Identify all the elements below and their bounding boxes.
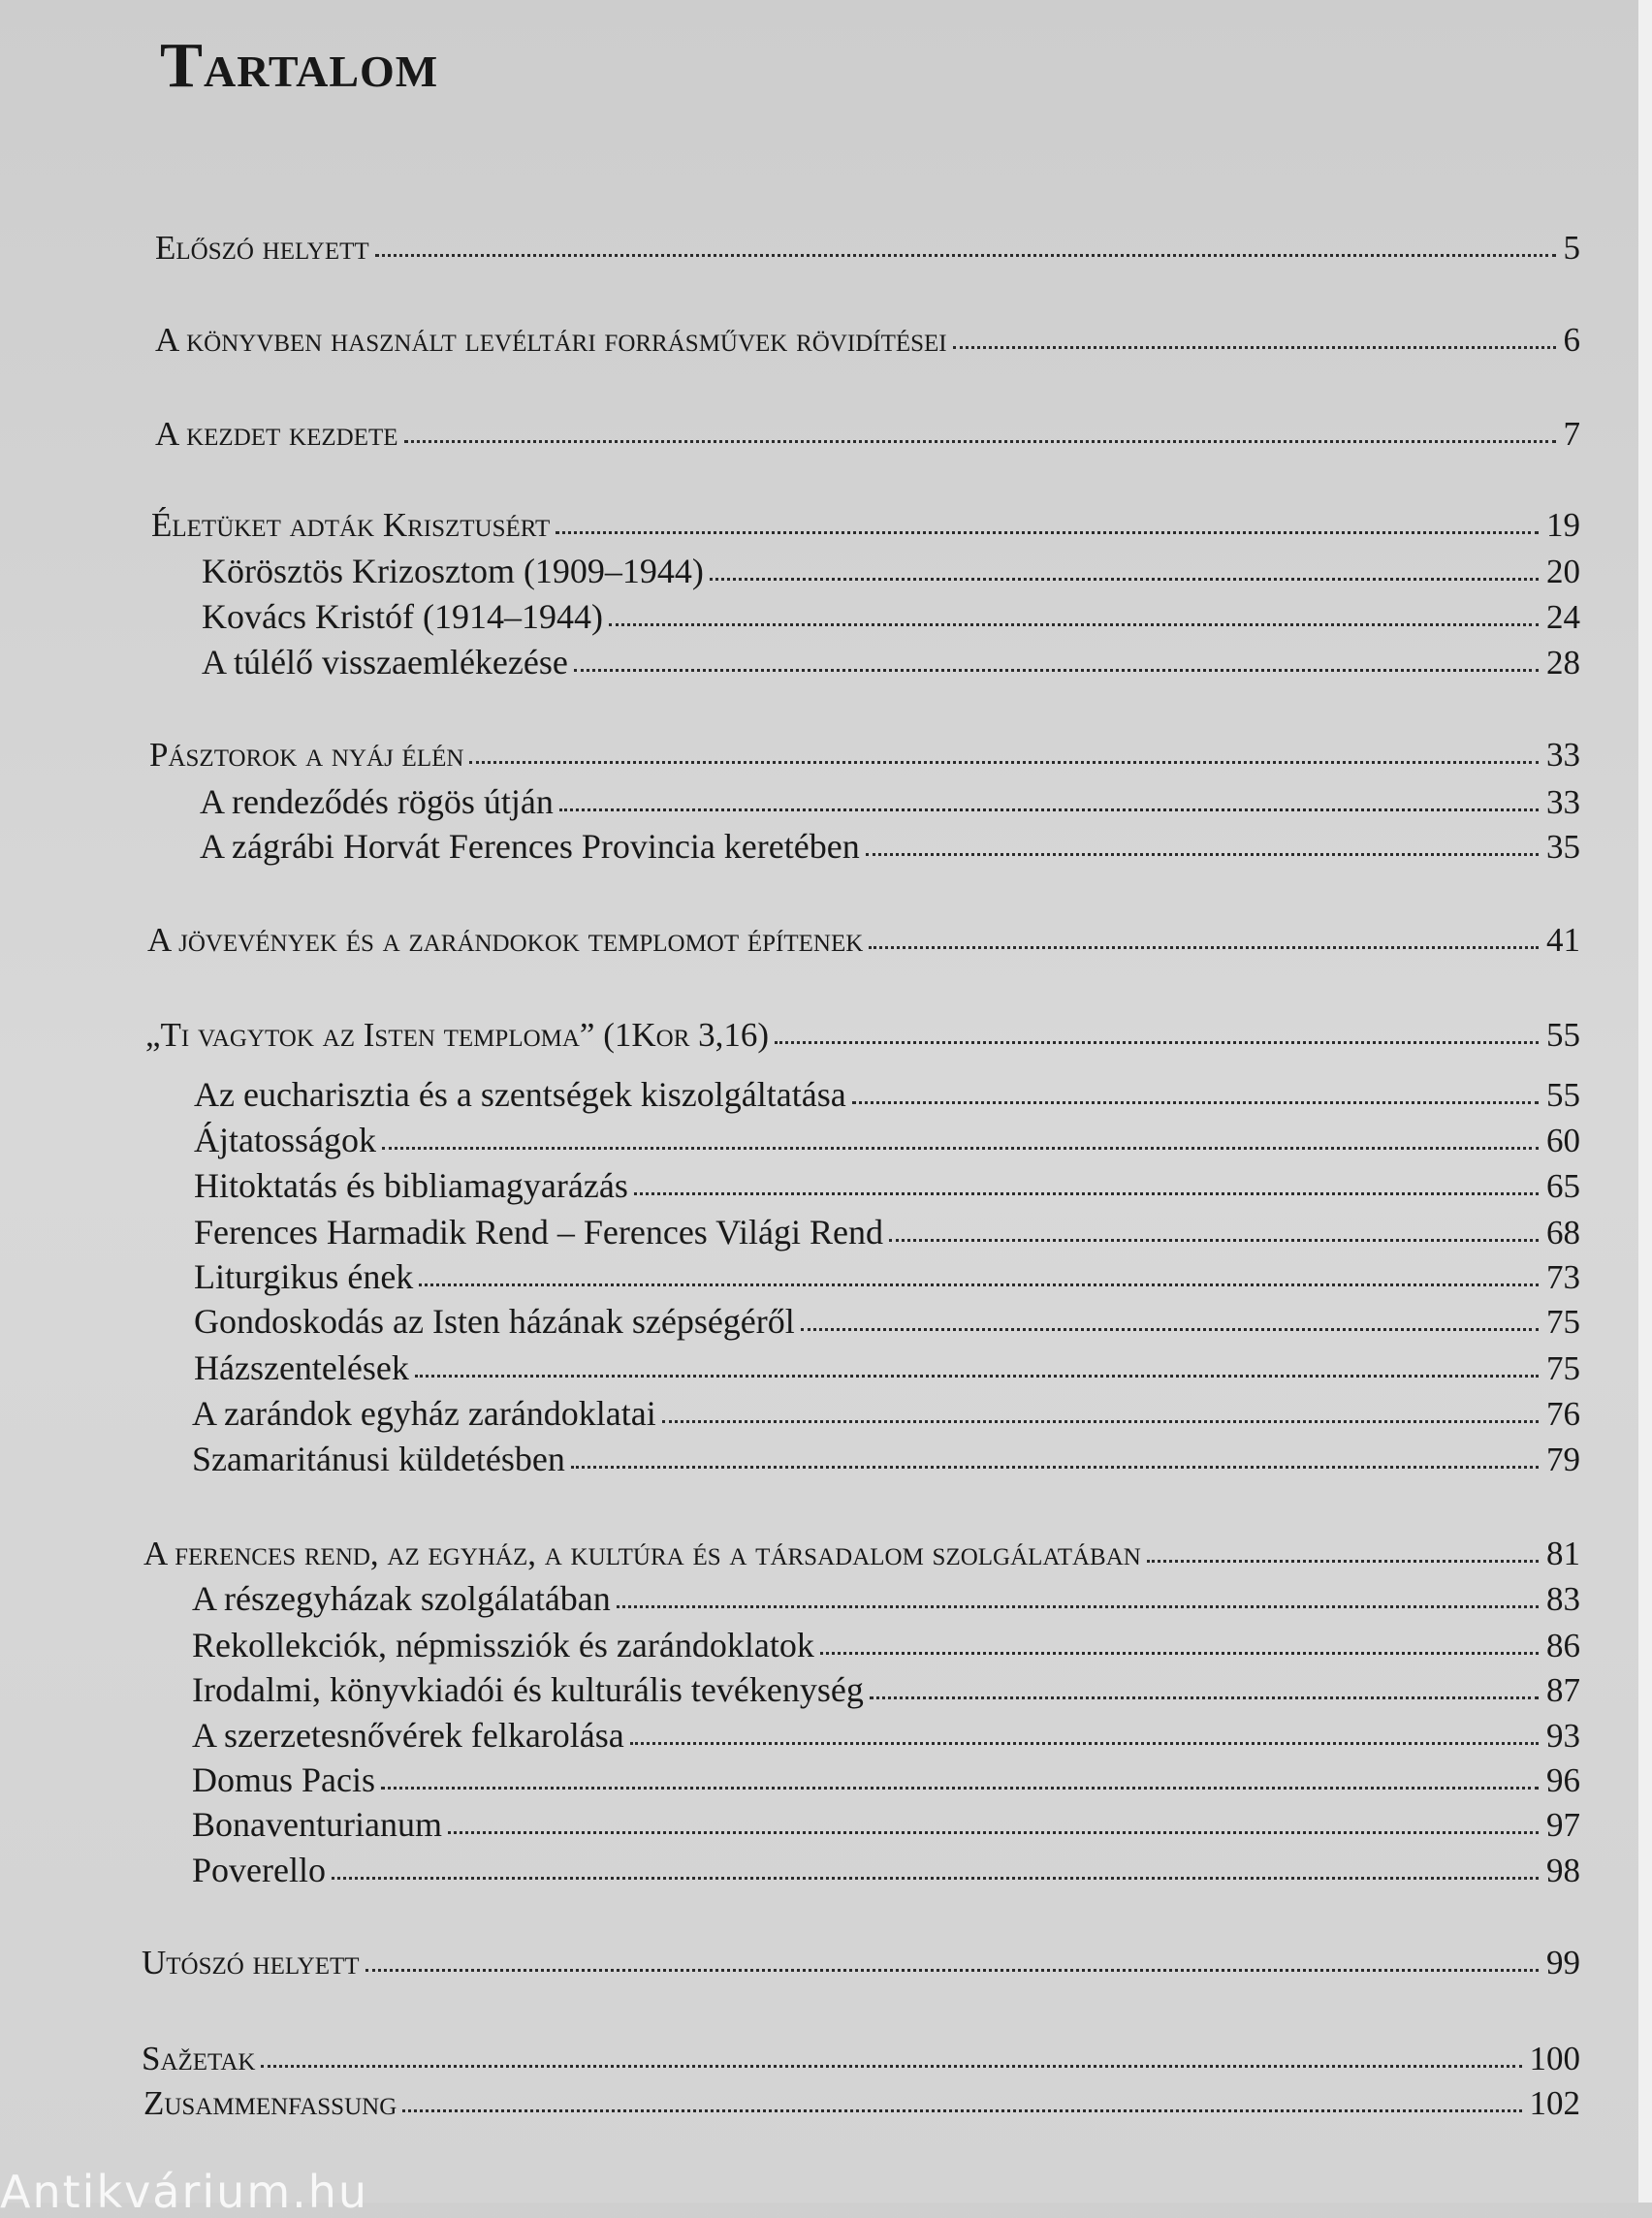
toc-entry-title: Hitoktatás és bibliamagyarázás xyxy=(194,1166,628,1205)
dot-leader xyxy=(332,1876,1539,1880)
dot-leader xyxy=(402,2108,1521,2112)
toc-entry xyxy=(194,1301,1580,1342)
dot-leader xyxy=(889,1238,1539,1242)
toc-entry-title: „Ti vagytok az Isten temploma” (1Kor 3,16) xyxy=(145,1016,770,1054)
toc-entry xyxy=(194,1120,1580,1160)
toc-entry-title: A túlélő visszaemlékezése xyxy=(202,643,568,681)
toc-entry-page-number: 97 xyxy=(1546,1806,1580,1844)
toc-entry-title: Körösztös Krizosztom (1909–1944) xyxy=(202,552,704,590)
toc-entry-title: Rekollekciók, népmissziók és zarándoklatok xyxy=(192,1626,814,1664)
toc-entry-title: Irodalmi, könyvkiadói és kulturális tevékenység xyxy=(192,1670,864,1709)
toc-entry-page-number: 55 xyxy=(1546,1016,1580,1054)
toc-entry xyxy=(192,1669,1580,1710)
toc-entry-title: Poverello xyxy=(192,1851,326,1889)
dot-leader xyxy=(365,1968,1539,1972)
toc-entry xyxy=(192,1625,1580,1665)
toc-entry xyxy=(194,1074,1580,1115)
dot-leader xyxy=(419,1283,1539,1286)
toc-entry xyxy=(192,1804,1580,1845)
toc-entry xyxy=(202,596,1580,637)
toc-entry-page-number: 102 xyxy=(1529,2084,1580,2122)
dot-leader xyxy=(574,668,1539,672)
toc-entry-title: A könyvben használt levéltári forrásművek rövidítései xyxy=(155,321,947,359)
dot-leader xyxy=(852,1100,1539,1104)
toc-entry-title: Utószó helyett xyxy=(142,1944,360,1981)
toc-entry xyxy=(155,415,1580,454)
toc-entry xyxy=(155,321,1580,360)
toc-entry-title: Életüket adták Krisztusért xyxy=(151,506,551,544)
toc-entry-title: Szamaritánusi küldetésben xyxy=(192,1440,565,1478)
toc-entry xyxy=(192,1393,1580,1434)
toc-entry-page-number: 24 xyxy=(1546,598,1580,636)
dot-leader xyxy=(448,1830,1539,1834)
toc-entry-title: Gondoskodás az Isten házának szépségéről xyxy=(194,1302,795,1341)
toc-entry-page-number: 55 xyxy=(1546,1076,1580,1114)
toc-entry xyxy=(151,506,1580,545)
toc-entry xyxy=(192,1850,1580,1890)
toc-entry-title: A zarándok egyház zarándoklatai xyxy=(192,1394,656,1433)
toc-entry-title: A zágrábi Horvát Ferences Provincia keretében xyxy=(200,827,860,866)
toc-entry-title: Pásztorok a nyáj élén xyxy=(149,736,464,774)
toc-entry-page-number: 20 xyxy=(1546,553,1580,590)
dot-leader xyxy=(953,345,1556,349)
dot-leader xyxy=(775,1040,1539,1044)
toc-entry-page-number: 76 xyxy=(1546,1395,1580,1433)
toc-entry-title: Zusammenfassung xyxy=(143,2084,397,2122)
toc-entry xyxy=(147,921,1580,960)
toc-entry-page-number: 93 xyxy=(1546,1717,1580,1755)
toc-entry xyxy=(192,1759,1580,1800)
toc-entry-page-number: 83 xyxy=(1546,1580,1580,1618)
toc-entry-title: Bonaventurianum xyxy=(192,1805,442,1844)
dot-leader xyxy=(261,2064,1521,2068)
toc-entry-title: Sažetak xyxy=(142,2040,256,2077)
toc-entry xyxy=(194,1165,1580,1206)
toc-entry-page-number: 28 xyxy=(1546,644,1580,681)
toc-entry xyxy=(143,1535,1580,1573)
toc-entry xyxy=(200,781,1580,822)
dot-leader xyxy=(617,1604,1539,1608)
toc-entry-page-number: 33 xyxy=(1546,783,1580,821)
page-title: Tartalom xyxy=(160,30,439,101)
toc-entry xyxy=(192,1715,1580,1756)
toc-entry-title: Előszó helyett xyxy=(155,229,369,267)
toc-entry-page-number: 81 xyxy=(1546,1535,1580,1572)
dot-leader xyxy=(571,1465,1539,1469)
dot-leader xyxy=(820,1651,1539,1655)
toc-entry xyxy=(194,1212,1580,1252)
dot-leader xyxy=(404,439,1556,443)
toc-entry-page-number: 6 xyxy=(1563,321,1580,359)
toc-entry-title: A kezdet kezdete xyxy=(155,415,398,453)
toc-entry-page-number: 75 xyxy=(1546,1349,1580,1387)
watermark: Antikvárium.hu xyxy=(0,2166,369,2218)
dot-leader xyxy=(634,1191,1539,1195)
dot-leader xyxy=(556,530,1539,534)
toc-entry xyxy=(194,1347,1580,1388)
toc-entry-page-number: 99 xyxy=(1546,1944,1580,1981)
toc-entry-page-number: 5 xyxy=(1563,229,1580,267)
toc-entry-page-number: 19 xyxy=(1546,506,1580,544)
toc-entry-title: A jövevények és a zarándokok templomot építenek xyxy=(147,921,864,959)
toc-entry xyxy=(202,642,1580,682)
toc-entry-page-number: 73 xyxy=(1546,1258,1580,1296)
toc-entry xyxy=(142,2040,1580,2078)
toc-entry-title: Házszentelések xyxy=(194,1348,409,1387)
toc-entry-title: Ferences Harmadik Rend – Ferences Világi Rend xyxy=(194,1213,883,1252)
toc-entry-title: Ájtatosságok xyxy=(194,1121,376,1159)
toc-entry-title: A ferences rend, az egyház, a kultúra és a társadalom szolgálatában xyxy=(143,1535,1141,1572)
dot-leader xyxy=(801,1327,1539,1331)
dot-leader xyxy=(630,1741,1539,1745)
toc-entry xyxy=(192,1439,1580,1479)
toc-entry-page-number: 87 xyxy=(1546,1671,1580,1709)
toc-entry-page-number: 35 xyxy=(1546,828,1580,866)
toc-entry-page-number: 41 xyxy=(1546,921,1580,959)
toc-entry xyxy=(143,2084,1580,2123)
toc-entry xyxy=(155,229,1580,268)
toc-entry-title: A rendeződés rögös útján xyxy=(200,782,554,821)
dot-leader xyxy=(866,852,1539,856)
toc-entry-page-number: 86 xyxy=(1546,1627,1580,1664)
toc-entry-page-number: 65 xyxy=(1546,1167,1580,1205)
dot-leader xyxy=(381,1786,1539,1790)
toc-entry-page-number: 98 xyxy=(1546,1852,1580,1889)
dot-leader xyxy=(415,1374,1539,1378)
toc-entry-title: A szerzetesnővérek felkarolása xyxy=(192,1716,624,1755)
toc-entry-page-number: 96 xyxy=(1546,1761,1580,1799)
dot-leader xyxy=(710,577,1539,581)
dot-leader xyxy=(469,760,1539,764)
dot-leader xyxy=(870,1695,1539,1699)
toc-entry xyxy=(200,826,1580,867)
toc-entry xyxy=(194,1256,1580,1297)
toc-entry-page-number: 100 xyxy=(1529,2040,1580,2077)
toc-entry-page-number: 7 xyxy=(1563,415,1580,453)
toc-entry xyxy=(145,1016,1580,1055)
toc-entry xyxy=(202,551,1580,591)
toc-entry-page-number: 60 xyxy=(1546,1122,1580,1159)
toc-entry-title: Kovács Kristóf (1914–1944) xyxy=(202,597,603,636)
dot-leader xyxy=(375,253,1556,257)
toc-entry xyxy=(142,1944,1580,1982)
dot-leader xyxy=(382,1146,1539,1150)
toc-entry-title: A részegyházak szolgálatában xyxy=(192,1579,611,1618)
dot-leader xyxy=(559,808,1539,811)
toc-entry xyxy=(149,736,1580,775)
toc-entry-page-number: 79 xyxy=(1546,1441,1580,1478)
toc-entry-title: Az eucharisztia és a szentségek kiszolgáltatása xyxy=(194,1075,846,1114)
toc-entry xyxy=(192,1578,1580,1619)
toc-entry-title: Domus Pacis xyxy=(192,1760,375,1799)
dot-leader xyxy=(869,945,1539,949)
toc-entry-page-number: 68 xyxy=(1546,1214,1580,1252)
dot-leader xyxy=(609,622,1539,626)
toc-entry-title: Liturgikus ének xyxy=(194,1257,414,1296)
toc-entry-page-number: 33 xyxy=(1546,736,1580,774)
toc-entry-page-number: 75 xyxy=(1546,1303,1580,1341)
dot-leader xyxy=(662,1419,1539,1423)
dot-leader xyxy=(1147,1559,1539,1563)
